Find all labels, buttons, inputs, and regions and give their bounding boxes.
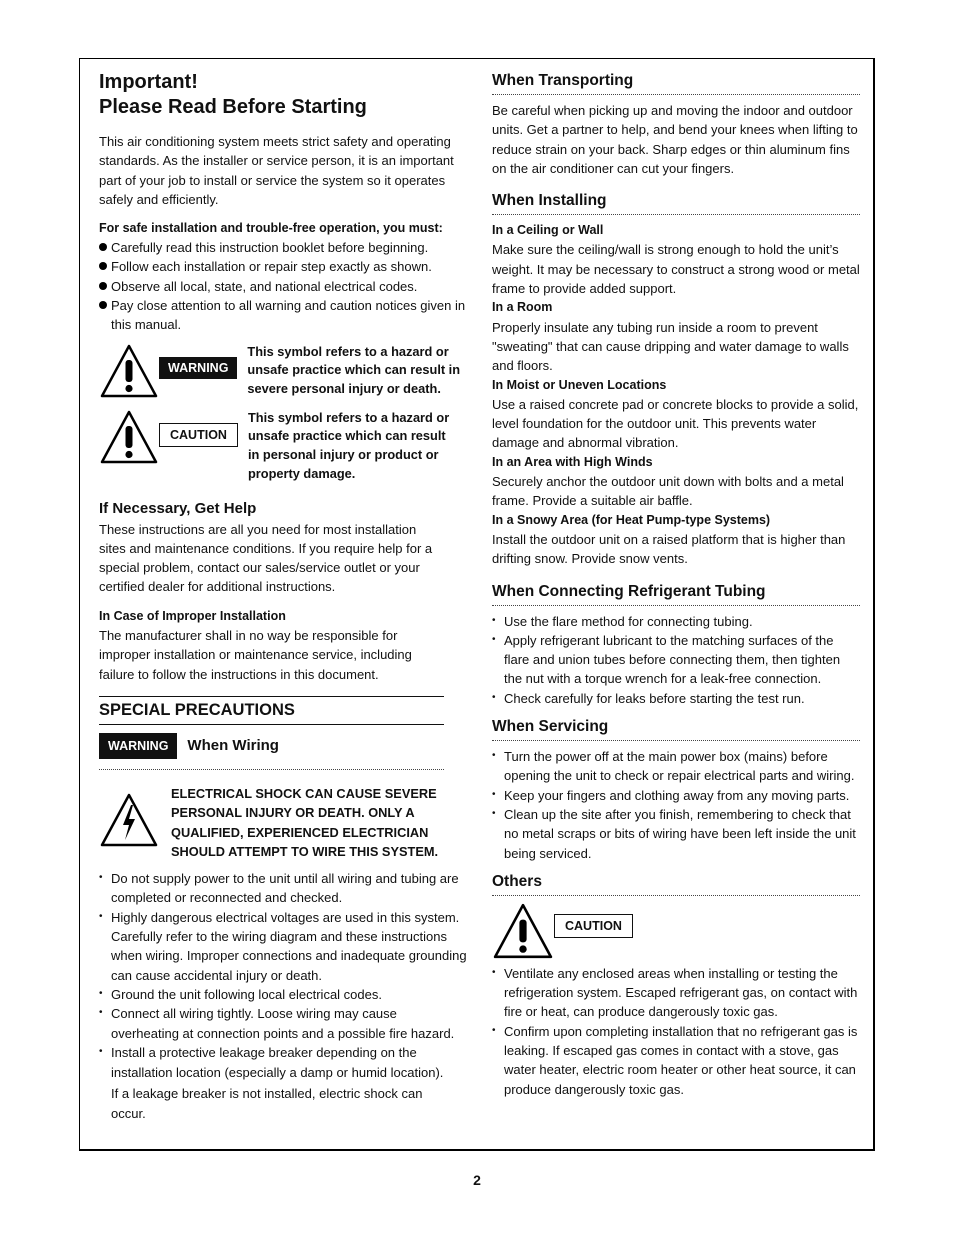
- list-item: • Use the flare method for connecting tubing.: [492, 612, 860, 631]
- must-list: [99, 238, 467, 334]
- list-item: • Install a protective leakage breaker depending on the installation location (especially a damp or humid location). If a leakage breaker is not installed, electric shock can occur.: [99, 1043, 451, 1125]
- others-heading: Others: [492, 871, 860, 896]
- servicing-heading: When Servicing: [492, 716, 860, 741]
- others-caution-label: CAUTION: [554, 914, 633, 938]
- page-title: Important! Please Read Before Starting: [99, 71, 367, 118]
- list-item: • Keep your fingers and clothing away from any moving parts.: [492, 786, 860, 805]
- right-column: [492, 70, 860, 1099]
- installing-heading: When Installing: [492, 190, 860, 215]
- page-number: 2: [473, 1172, 481, 1188]
- transporting-heading: When Transporting: [492, 70, 860, 95]
- list-item: • Ground the unit following local electrical codes.: [99, 985, 467, 1004]
- snowy-heading: In a Snowy Area (for Heat Pump-type Systems): [492, 512, 771, 527]
- warning-triangle-icon: [99, 343, 159, 399]
- list-item: Observe all local, state, and national electrical codes.: [99, 277, 467, 296]
- transporting-paragraph: Be careful when picking up and moving the indoor and outdoor units. Get a partner to help, and bend your knees when lifting to reduce strain on your back. Sharp edges or thin aluminum fins on the air conditioner can cut your fingers.: [492, 103, 858, 176]
- left-column: [99, 70, 467, 1125]
- room-paragraph: Properly insulate any tubing run inside a room to prevent "sweating" that can cause dripping and water damage to walls and floors.: [492, 319, 849, 374]
- warning-label: WARNING: [159, 357, 237, 379]
- must-heading: For safe installation and trouble-free operation, you must:: [99, 221, 443, 236]
- list-item: • Check carefully for leaks before starting the test run.: [492, 689, 860, 708]
- list-item: • Connect all wiring tightly. Loose wiring may cause overheating at connection points and a possible fire hazard.: [99, 1004, 467, 1043]
- electric-shock-row: [99, 784, 467, 861]
- help-heading: If Necessary, Get Help: [99, 499, 257, 517]
- list-item: • Clean up the site after you finish, remembering to check that no metal scraps or bits of wiring have been left inside the unit being serviced.: [492, 805, 860, 863]
- list-item: • Turn the power off at the main power box (mains) before opening the unit to check or repair electrical parts and wiring.: [492, 747, 860, 786]
- list-item: • Ventilate any enclosed areas when installing or testing the refrigeration system. Escaped refrigerant gas, on contact with fire or heat, can produce dangerously toxic gas.: [492, 964, 860, 1022]
- list-item: • Confirm upon completing installation that no refrigerant gas is leaking. If escaped gas comes in contact with a stove, gas water heater, electric room heater or other heat source, it can produce dangerously toxic gas.: [492, 1022, 860, 1099]
- room-heading: In a Room: [492, 300, 553, 315]
- snowy-paragraph: Install the outdoor unit on a raised platform that is higher than drifting snow. Provide snow vents.: [492, 531, 846, 567]
- tubing-list: [492, 612, 860, 708]
- winds-paragraph: Securely anchor the outdoor unit down with bolts and a metal frame. Provide a suitable air baffle.: [492, 474, 844, 509]
- others-list: [492, 964, 860, 1099]
- improper-heading: In Case of Improper Installation: [99, 608, 286, 623]
- warning-description: This symbol refers to a hazard or unsafe practice which can result in severe personal injury or death.: [247, 343, 461, 397]
- when-wiring-header: [99, 733, 444, 770]
- list-item: Pay close attention to all warning and caution notices given in this manual.: [99, 296, 467, 335]
- list-item: Follow each installation or repair step exactly as shown.: [99, 257, 467, 276]
- moist-paragraph: Use a raised concrete pad or concrete blocks to provide a solid, level foundation for the outdoor unit. This prevents water damage and abnormal vibration.: [492, 396, 859, 451]
- list-item: • Do not supply power to the unit until all wiring and tubing are completed or reconnected and checked.: [99, 869, 467, 908]
- tubing-heading: When Connecting Refrigerant Tubing: [492, 581, 860, 606]
- moist-heading: In Moist or Uneven Locations: [492, 377, 667, 392]
- special-precautions-heading: SPECIAL PRECAUTIONS: [99, 696, 444, 725]
- wiring-warning-tag: WARNING: [99, 733, 177, 759]
- ceiling-paragraph: Make sure the ceiling/wall is strong enough to hold the unit’s weight. It may be necessary to construct a strong wood or metal frame to provide added support.: [492, 242, 860, 297]
- winds-heading: In an Area with High Winds: [492, 454, 653, 469]
- others-caution-row: [492, 902, 860, 960]
- caution-description: This symbol refers to a hazard or unsafe practice which can result in personal injury or product or property damage.: [247, 409, 450, 481]
- electric-shock-icon: [99, 792, 159, 848]
- wiring-list: [99, 869, 467, 1125]
- list-item: Carefully read this instruction booklet before beginning.: [99, 238, 467, 257]
- ceiling-heading: In a Ceiling or Wall: [492, 223, 604, 238]
- caution-label: CAUTION: [159, 423, 238, 447]
- improper-paragraph: The manufacturer shall in no way be responsible for improper installation or maintenance service, including failure to follow the instructions in this document.: [99, 628, 412, 682]
- caution-symbol-row: [99, 409, 467, 484]
- caution-triangle-icon: [99, 409, 159, 465]
- wiring-heading: When Wiring: [187, 737, 279, 755]
- electric-shock-text: ELECTRICAL SHOCK CAN CAUSE SEVERE PERSONAL INJURY OR DEATH. ONLY A QUALIFIED, EXPERIENCED ELECTRICIAN SHOULD ATTEMPT TO WIRE THIS SYSTEM.: [171, 785, 439, 859]
- warning-symbol-row: [99, 343, 467, 399]
- help-paragraph: These instructions are all you need for most installation sites and maintenance conditions. If you require help for a special problem, contact our sales/service outlet or your certified dealer for additional instructions.: [99, 521, 433, 595]
- intro-paragraph: This air conditioning system meets strict safety and operating standards. As the installer or service person, it is an important part of your job to install or service the system so it operates safely and efficiently.: [99, 134, 454, 207]
- list-item: • Highly dangerous electrical voltages are used in this system. Carefully refer to the wiring diagram and these instructions when wiring. Improper connections and inadequate grounding can cause accidental injury or death.: [99, 908, 467, 985]
- servicing-list: [492, 747, 860, 863]
- others-caution-triangle-icon: [492, 902, 554, 960]
- list-item: • Apply refrigerant lubricant to the matching surfaces of the flare and union tubes before connecting them, then tighten the nut with a torque wrench for a leak-free connection.: [492, 631, 860, 689]
